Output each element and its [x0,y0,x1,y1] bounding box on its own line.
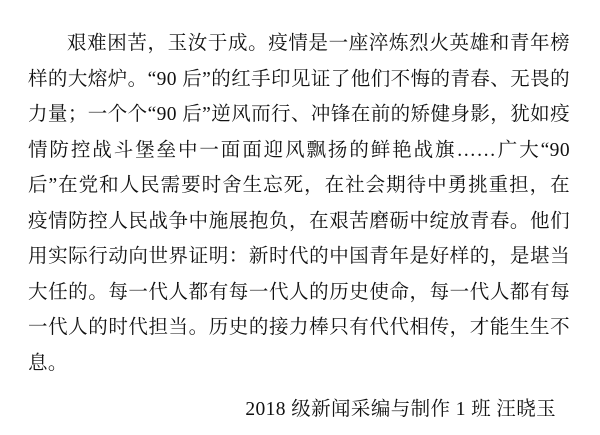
article-paragraph: 艰难困苦，玉汝于成。疫情是一座淬炼烈火英雄和青年榜样的大熔炉。“90 后”的红手印见证了他们不悔的青春、无畏的力量；一个个“90 后”逆风而行、冲锋在前的矫健身影，犹如疫情防控战斗堡垒中一面面迎风飘扬的鲜艳战旗……广大“90 后”在党和人民需要时舍生忘死，在社会期待中勇挑重担，在疫情防控人民战争中施展抱负，在艰苦磨砺中绽放青春。他们用实际行动向世界证明：新时代的中国青年是好样的，是堪当大任的。每一代人都有每一代人的历史使命，每一代人都有每一代人的时代担当。历史的接力棒只有代代相传，才能生生不息。 [28,33,570,374]
article-signature: 2018 级新闻采编与制作 1 班 汪晓玉 [245,399,556,420]
